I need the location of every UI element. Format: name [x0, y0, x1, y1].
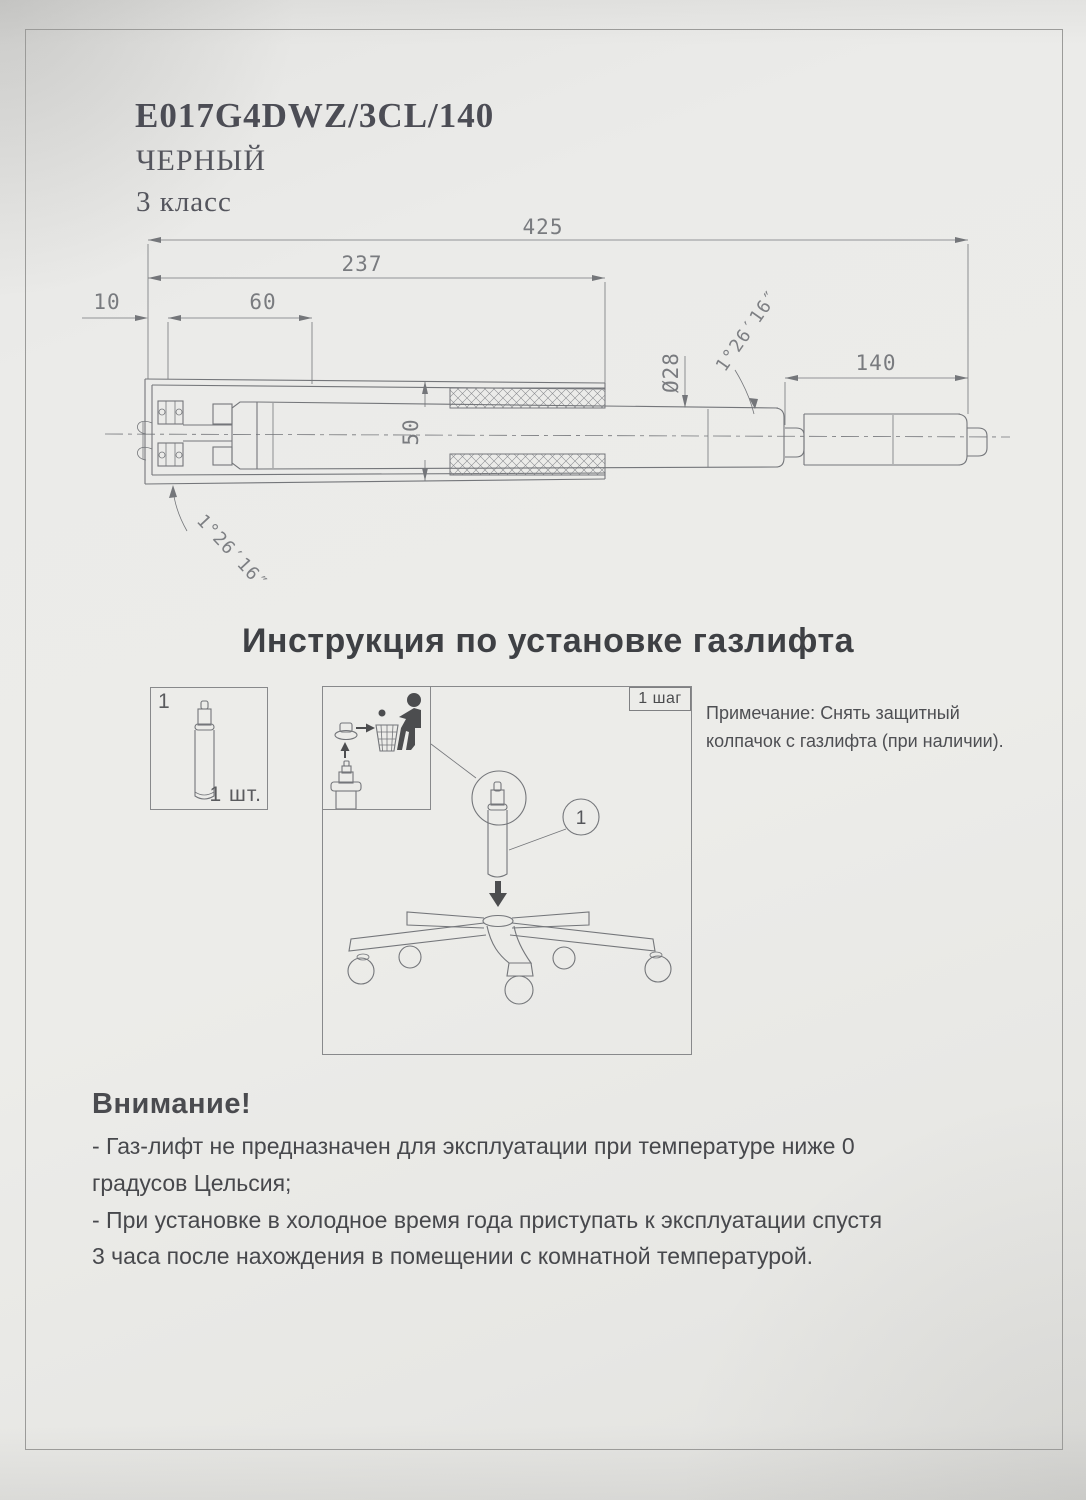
dimension-50 [399, 381, 428, 481]
installation-illustration [323, 687, 691, 1054]
warning-text [92, 1128, 1022, 1275]
warning-line: - Газ-лифт не предназначен для эксплуатации при температуре ниже 0 [92, 1133, 855, 1159]
dimension-60 [168, 290, 312, 384]
gas-lift-technical-drawing [80, 218, 1020, 618]
warning-line: градусов Цельсия; [92, 1169, 292, 1196]
svg-text:50: 50 [399, 418, 423, 446]
product-color: ЧЕРНЫЙ [136, 144, 266, 177]
warning-line: - При установке в холодное время года приступать к эксплуатации спустя [92, 1206, 883, 1233]
svg-text:237: 237 [341, 252, 383, 276]
svg-text:60: 60 [249, 290, 277, 314]
magnifier-circle [472, 771, 526, 825]
dimension-taper-angle-upper [712, 286, 784, 414]
step-label: 1 шаг [629, 687, 691, 711]
gas-lift-illustration [488, 782, 507, 877]
hatch-block-bottom [450, 454, 605, 475]
centerline [105, 434, 1010, 437]
callout-1 [509, 799, 599, 850]
insert-arrow-icon [489, 881, 507, 907]
parts-item-number: 1 [158, 690, 170, 713]
svg-text:1: 1 [575, 808, 587, 829]
svg-text:425: 425 [522, 218, 564, 239]
product-code: E017G4DWZ/3CL/140 [135, 96, 495, 135]
svg-text:1°26′16″: 1°26′16″ [711, 286, 784, 376]
warning-heading: Внимание! [92, 1088, 252, 1120]
svg-text:1°26′16″: 1°26′16″ [192, 510, 272, 595]
step-box [322, 686, 692, 1055]
warning-line: 3 часа после нахождения в помещении с комнатной температурой. [92, 1243, 814, 1270]
dimension-425 [148, 218, 968, 414]
parts-box [150, 687, 268, 810]
dimension-diameter-28 [659, 352, 688, 408]
note-text: Примечание: Снять защитный колпачок с газлифта (при наличии). [706, 703, 1004, 751]
svg-text:10: 10 [93, 290, 121, 314]
dimension-taper-angle-lower [169, 485, 272, 594]
product-class: 3 класс [136, 186, 232, 218]
svg-text:140: 140 [855, 351, 897, 375]
chair-base-illustration [348, 912, 671, 1004]
dimension-10 [82, 290, 148, 321]
cone-sections [785, 414, 987, 465]
svg-text:Ø28: Ø28 [659, 352, 683, 393]
instruction-heading: Инструкция по установке газлифта [241, 622, 855, 660]
parts-quantity: 1 шт. [209, 783, 262, 806]
